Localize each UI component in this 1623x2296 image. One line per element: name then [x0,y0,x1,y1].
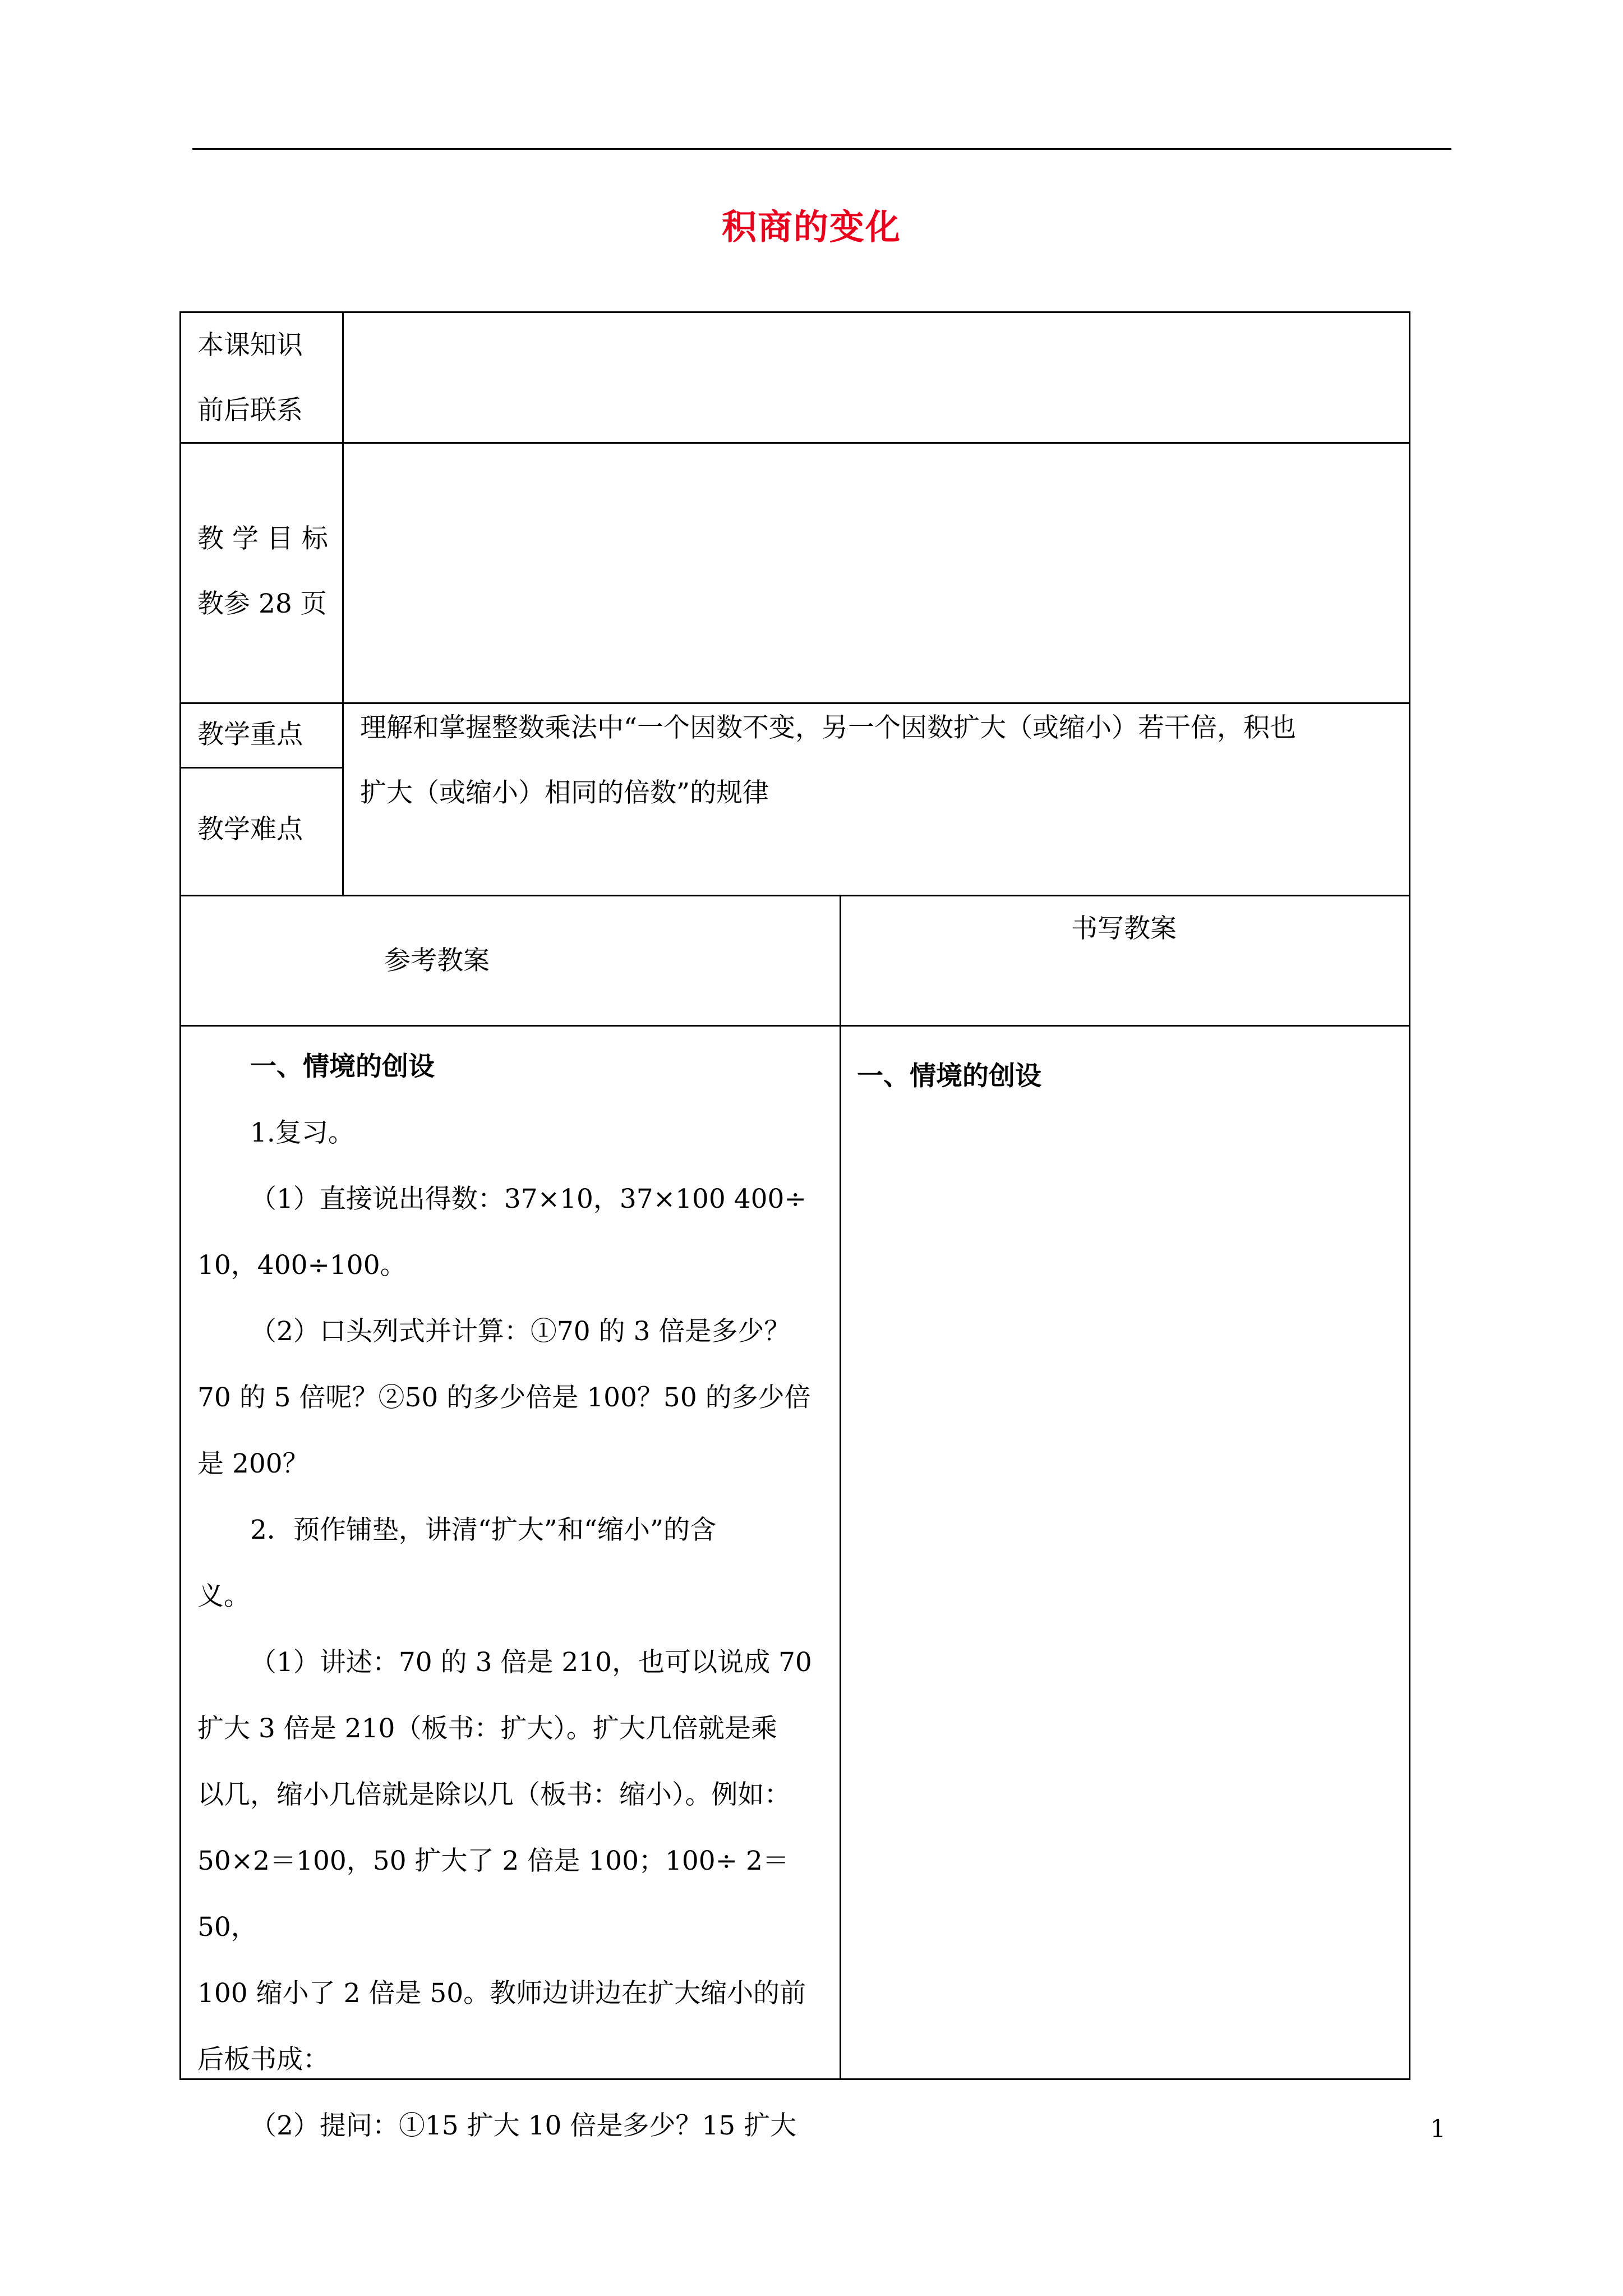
table-border [179,1025,1410,1027]
knowledge-label: 本课知识 前后联系 [197,330,303,426]
reference-plan-body [197,1034,826,2159]
text-line: （1）讲述：70 的 3 倍是 210，也可以说成 70 [250,1647,812,1678]
page-number: 1 [1430,2115,1446,2143]
table-border [179,442,1410,444]
objectives-label: 教 学 目 标 教参 28 页 [197,523,328,619]
text-line: 1.复习。 [250,1117,354,1148]
writing-plan-header: 书写教案 [1071,913,1177,944]
text-line: 后板书成： [197,2044,329,2075]
difficulty-label: 教学难点 [197,814,303,845]
writing-plan-heading: 一、情境的创设 [857,1061,1041,1092]
section-heading: 一、情境的创设 [250,1051,435,1082]
text-line: 10，400÷100。 [197,1250,407,1281]
text-line: 100 缩小了 2 倍是 50。教师边讲边在扩大缩小的前 [197,1978,806,2009]
text-line: 扩大 3 倍是 210（板书：扩大）。扩大几倍就是乘 [197,1713,777,1744]
header-rule [192,148,1451,150]
table-border [179,311,1410,313]
table-border [1409,311,1410,2080]
key-point-content: 理解和掌握整数乘法中“一个因数不变，另一个因数扩大（或缩小）若干倍，积也 扩大（或缩小）相同的倍数”的规律 [360,712,1297,808]
text-line: 2．预作铺垫，讲清“扩大”和“缩小”的含 [250,1515,717,1545]
text-line: （1）直接说出得数：37×10，37×100 400÷ [250,1184,806,1214]
text-line: （2）提问：①15 扩大 10 倍是多少？15 扩大 [250,2110,797,2141]
reference-plan-header: 参考教案 [384,945,490,976]
text-line: 以几，缩小几倍就是除以几（板书：缩小）。例如： [197,1779,791,1810]
table-border [179,895,1410,896]
table-border [840,895,841,2080]
text-line: 50×2＝100，50 扩大了 2 倍是 100；100÷ 2＝50， [197,1846,789,1943]
text-line: 70 的 5 倍呢？②50 的多少倍是 100？50 的多少倍 [197,1382,811,1413]
text-line: 义。 [197,1581,250,1612]
key-point-label: 教学重点 [197,719,303,750]
table-border [179,311,181,2080]
text-line: （2）口头列式并计算：①70 的 3 倍是多少？ [250,1316,791,1347]
page-title: 积商的变化 [721,206,901,247]
table-border [342,311,344,896]
text-line: 是 200？ [197,1448,309,1479]
